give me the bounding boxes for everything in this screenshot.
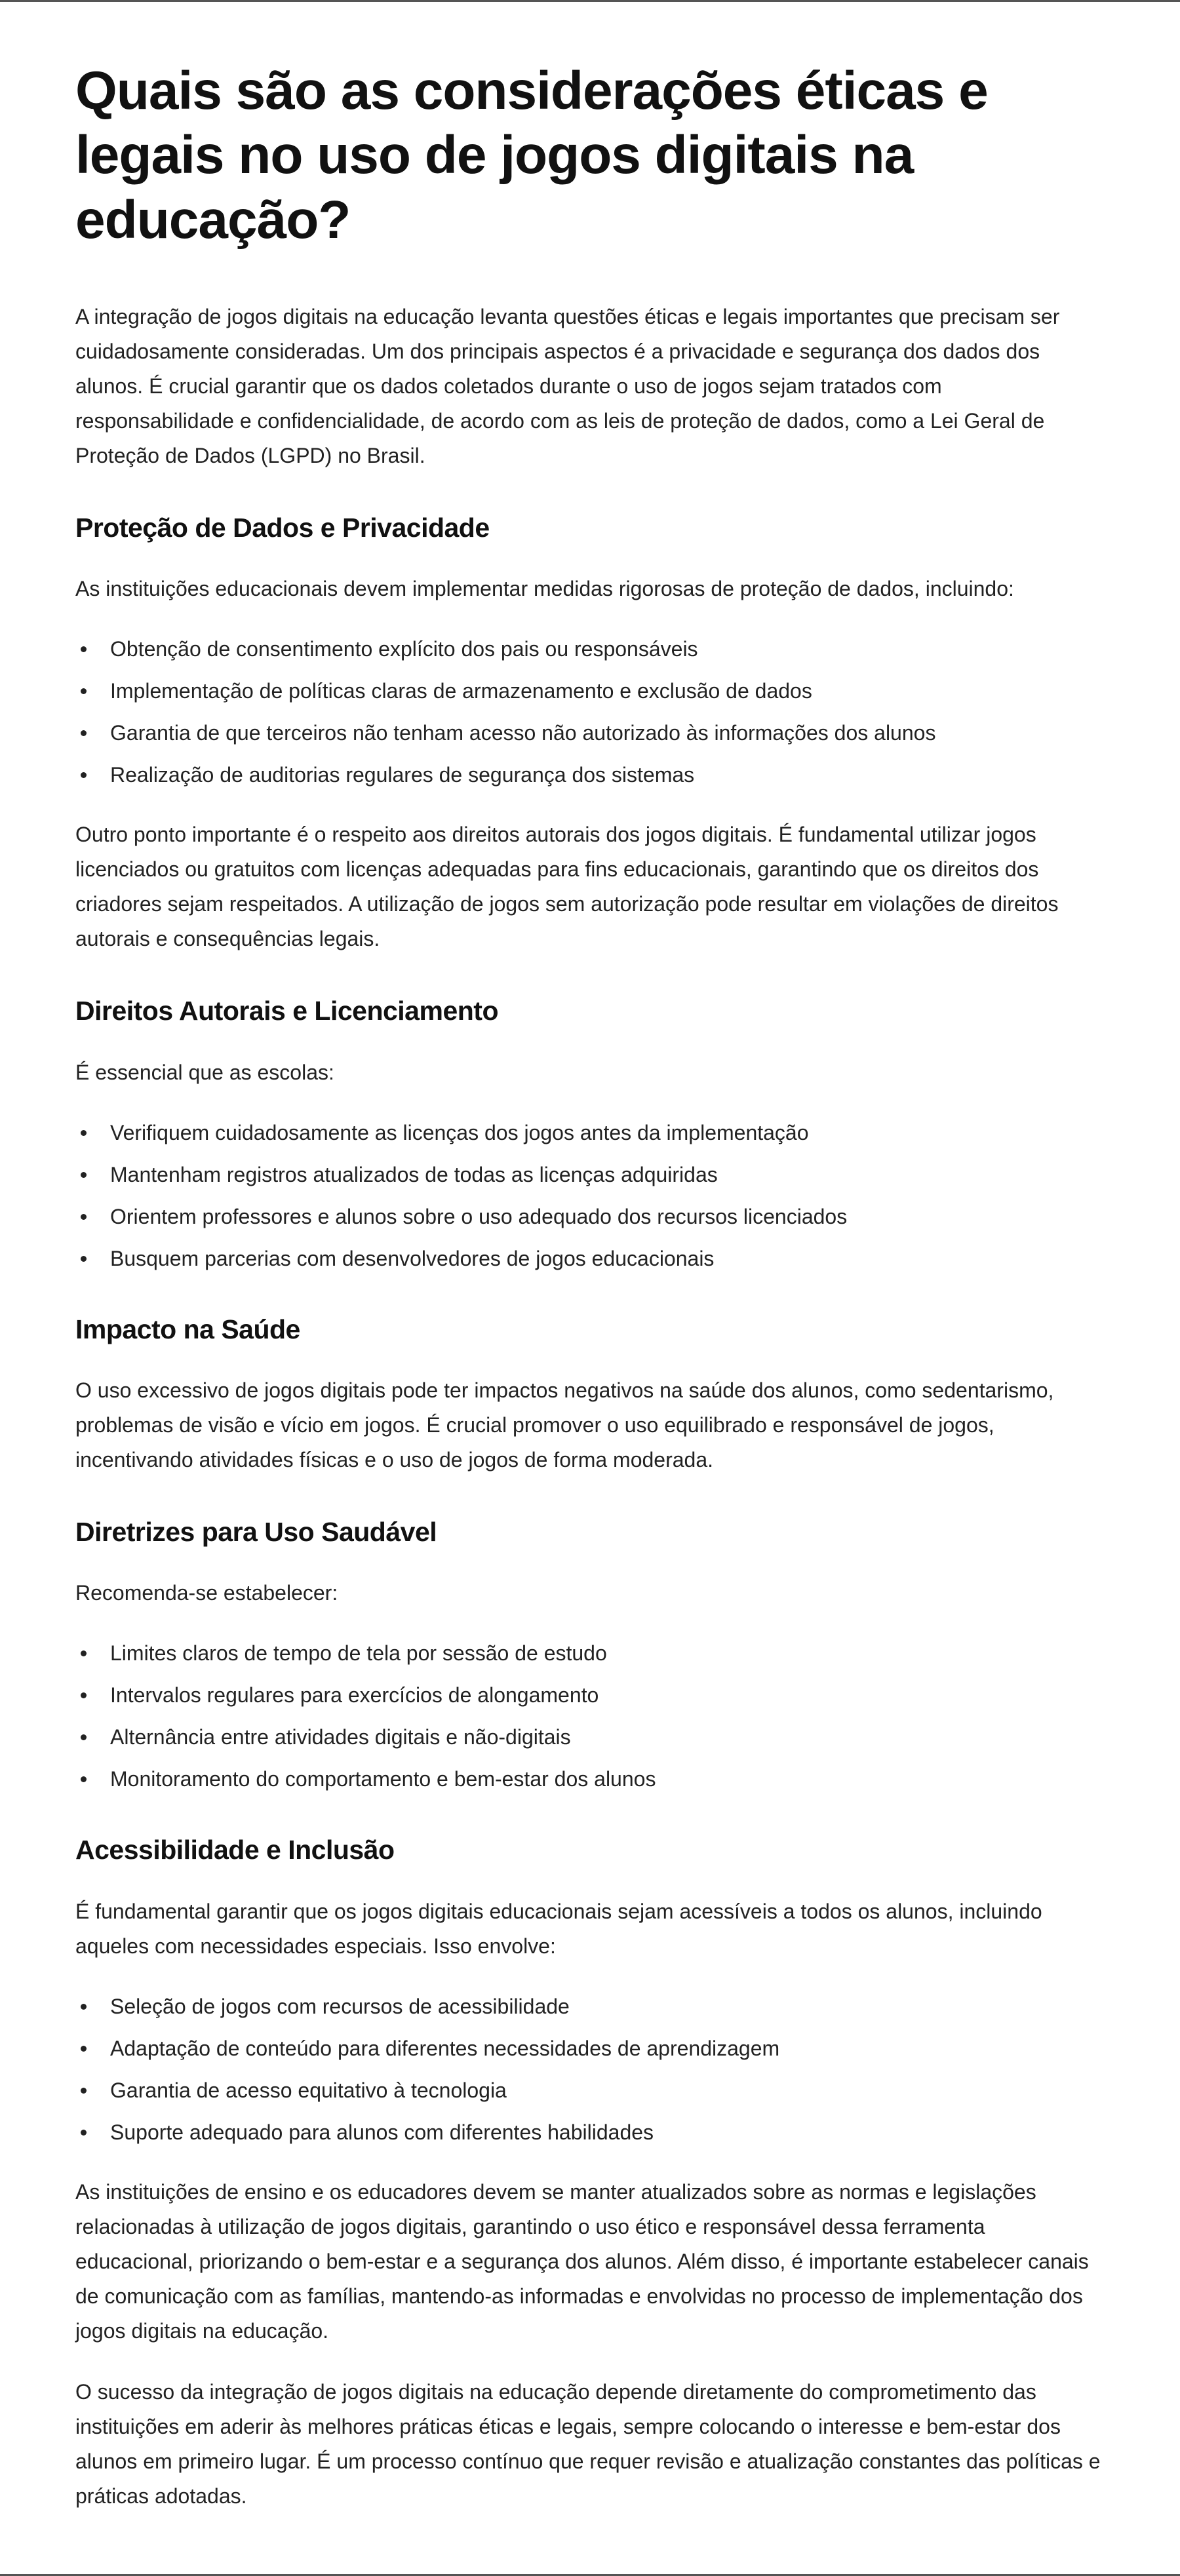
list-item: Alternância entre atividades digitais e não-digitais xyxy=(110,1721,1105,1753)
section-heading: Diretrizes para Uso Saudável xyxy=(75,1517,437,1548)
section-lead: Recomenda-se estabelecer: xyxy=(75,1581,338,1605)
bullet-list xyxy=(75,1116,1105,1275)
bullet-list xyxy=(75,1990,1105,2149)
section-paragraph: O uso excessivo de jogos digitais pode ter impactos negativos na saúde dos alunos, como sedentarismo, problemas de visão e vício em jogos. É crucial promover o uso equilibrado e responsável de jogos, incentivando atividades físicas e o uso de jogos de forma moderada. xyxy=(75,1378,1054,1472)
section-heading: Acessibilidade e Inclusão xyxy=(75,1835,395,1865)
list-item: Limites claros de tempo de tela por sessão de estudo xyxy=(110,1637,1105,1669)
section-copyright xyxy=(75,994,1105,1274)
list-item: Orientem professores e alunos sobre o uso adequado dos recursos licenciados xyxy=(110,1200,1105,1233)
bullet-list xyxy=(75,1637,1105,1795)
section-data-protection xyxy=(75,511,1105,956)
article-title: Quais são as considerações éticas e legais no uso de jogos digitais na educação? xyxy=(75,61,988,250)
list-item: Garantia de que terceiros não tenham acesso não autorizado às informações dos alunos xyxy=(110,716,1105,749)
section-paragraph: Outro ponto importante é o respeito aos direitos autorais dos jogos digitais. É fundamental utilizar jogos licenciados ou gratuitos com licenças adequadas para fins educacionais, garantindo que os direitos dos criadores sejam respeitados. A utilização de jogos sem autorização pode resultar em violações de direitos autorais e consequências legais. xyxy=(75,823,1059,951)
list-item: Busquem parcerias com desenvolvedores de jogos educacionais xyxy=(110,1242,1105,1275)
list-item: Seleção de jogos com recursos de acessibilidade xyxy=(110,1990,1105,2023)
closing-paragraph: As instituições de ensino e os educadores devem se manter atualizados sobre as normas e legislações relacionadas à utilização de jogos digitais, garantindo o uso ético e responsável dessa ferramenta educacional, priorizando o bem-estar e a segurança dos alunos. Além disso, é importante estabelecer canais de comunicação com as famílias, mantendo-as informadas e envolvidas no processo de implementação dos jogos digitais na educação. xyxy=(75,2179,1089,2343)
list-item: Suporte adequado para alunos com diferentes habilidades xyxy=(110,2116,1105,2149)
list-item: Intervalos regulares para exercícios de alongamento xyxy=(110,1679,1105,1711)
list-item: Adaptação de conteúdo para diferentes necessidades de aprendizagem xyxy=(110,2032,1105,2065)
article xyxy=(75,59,1105,2540)
section-lead: As instituições educacionais devem implementar medidas rigorosas de proteção de dados, incluindo: xyxy=(75,577,1014,601)
section-guidelines xyxy=(75,1515,1105,1795)
bullet-list xyxy=(75,633,1105,791)
section-heading: Direitos Autorais e Licenciamento xyxy=(75,996,498,1026)
list-item: Monitoramento do comportamento e bem-estar dos alunos xyxy=(110,1763,1105,1795)
section-heading: Impacto na Saúde xyxy=(75,1314,300,1344)
section-lead: É essencial que as escolas: xyxy=(75,1060,334,1084)
section-health xyxy=(75,1312,1105,1477)
list-item: Mantenham registros atualizados de todas as licenças adquiridas xyxy=(110,1158,1105,1191)
top-divider xyxy=(0,0,1180,2)
list-item: Realização de auditorias regulares de segurança dos sistemas xyxy=(110,758,1105,791)
section-accessibility xyxy=(75,1833,1105,2148)
list-item: Garantia de acesso equitativo à tecnologia xyxy=(110,2074,1105,2107)
list-item: Implementação de políticas claras de armazenamento e exclusão de dados xyxy=(110,674,1105,707)
section-heading: Proteção de Dados e Privacidade xyxy=(75,513,490,543)
list-item: Verifiquem cuidadosamente as licenças dos jogos antes da implementação xyxy=(110,1116,1105,1149)
closing-paragraph: O sucesso da integração de jogos digitais na educação depende diretamente do comprometimento das instituições em aderir às melhores práticas éticas e legais, sempre colocando o interesse e bem-estar dos alunos em primeiro lugar. É um processo contínuo que requer revisão e atualização constantes das políticas e práticas adotadas. xyxy=(75,2379,1101,2508)
intro-paragraph: A integração de jogos digitais na educação levanta questões éticas e legais importantes que precisam ser cuidadosamente consideradas. Um dos principais aspectos é a privacidade e segurança dos dados dos alunos. É crucial garantir que os dados coletados durante o uso de jogos sejam tratados com responsabilidade e confidencialidade, de acordo com as leis de proteção de dados, como a Lei Geral de Proteção de Dados (LGPD) no Brasil. xyxy=(75,305,1060,468)
section-lead: É fundamental garantir que os jogos digitais educacionais sejam acessíveis a todos os alunos, incluindo aqueles com necessidades especiais. Isso envolve: xyxy=(75,1899,1042,1958)
list-item: Obtenção de consentimento explícito dos pais ou responsáveis xyxy=(110,633,1105,665)
